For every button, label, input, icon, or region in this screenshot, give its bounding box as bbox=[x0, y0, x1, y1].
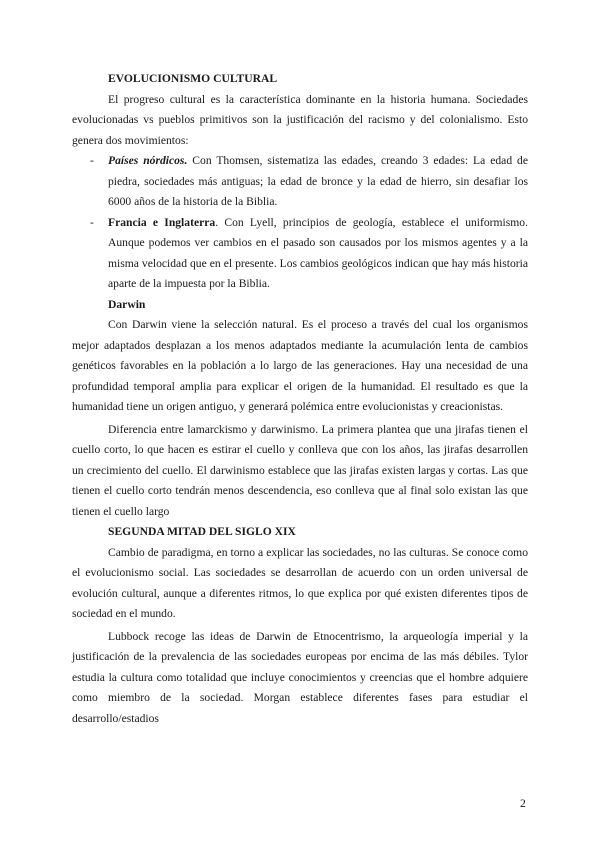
bullet-dash: - bbox=[90, 154, 94, 167]
darwin-paragraph-1: Con Darwin viene la selección natural. Es el proceso a través del cual los organismos mejor adaptados desplazan a los menos adaptados mediante la acumulación lenta de cambios genéticos favorables en la población a lo largo de las generaciones. Hay una necesidad de una profundidad temporal amplia para explicar el origen de la humanidad. El resultado es que la humanidad tiene un origen antiguo, y generará polémica entre evolucionistas y creacionistas. bbox=[72, 318, 528, 413]
section2-paragraph-1: Cambio de paradigma, en torno a explicar las sociedades, no las culturas. Se conoce como el evolucionismo social. Las sociedades se desarrollan de acuerdo con un orden universal de evolución cultural, aunque a diferentes ritmos, lo que explica por qué existen diferentes tipos de sociedad en el mundo. bbox=[72, 545, 528, 620]
section2-heading: SEGUNDA MITAD DEL SIGLO XIX bbox=[108, 525, 296, 538]
bullet-lead: Países nórdicos. bbox=[108, 154, 188, 167]
bullet-text: Con Thomsen, sistematiza las edades, creando 3 edades: La edad de piedra, sociedades más antiguas; la edad de bronce y la edad de hierro, sin desafiar los 6000 años de la historia de la Biblia. bbox=[108, 154, 528, 208]
darwin-paragraph-2: Diferencia entre lamarckismo y darwinismo. La primera plantea que una jirafas tienen el cuello corto, lo que hacen es estirar el cuello y conlleva que con los años, las jirafas desarrollen un crecimiento del cuello. El darwinismo establece que las jirafas existen largas y cortas. Las que tienen el cuello corto tendrán menos descendencia, eso conlleva que al final solo existan las que tienen el cuello largo bbox=[72, 422, 528, 518]
intro-paragraph: El progreso cultural es la característica dominante en la historia humana. Sociedades evolucionadas vs pueblos primitivos son la justificación del racismo y del colonialismo. Esto genera dos movimientos: bbox=[72, 92, 528, 147]
page-number: 2 bbox=[520, 797, 526, 810]
bullet-lead: Francia e Inglaterra bbox=[108, 215, 216, 229]
bullet-text: . Con Lyell, principios de geología, establece el uniformismo. Aunque podemos ver cambios en el pasado son causados por los mismos agentes y a la misma velocidad que en el presente. Los cambios geológicos indican que hay más historia aparte de la impuesta por la Biblia. bbox=[108, 215, 529, 290]
section-title: EVOLUCIONISMO CULTURAL bbox=[108, 72, 278, 85]
bullet-dash: - bbox=[90, 215, 94, 229]
bullet-item-france-england bbox=[72, 213, 528, 295]
section2-paragraph-2: Lubbock recoge las ideas de Darwin de Etnocentrismo, la arqueología imperial y la justificación de la prevalencia de las sociedades europeas por encima de las más débiles. Tylor estudia la cultura como totalidad que incluye conocimientos y creencias que el hombre adquiere como miembro de la sociedad. Morgan establece diferentes fases para estudiar el desarrollo/estadios bbox=[72, 629, 528, 725]
document-body bbox=[72, 69, 528, 729]
darwin-heading: Darwin bbox=[108, 297, 146, 311]
bullet-item-nordic bbox=[72, 151, 528, 213]
